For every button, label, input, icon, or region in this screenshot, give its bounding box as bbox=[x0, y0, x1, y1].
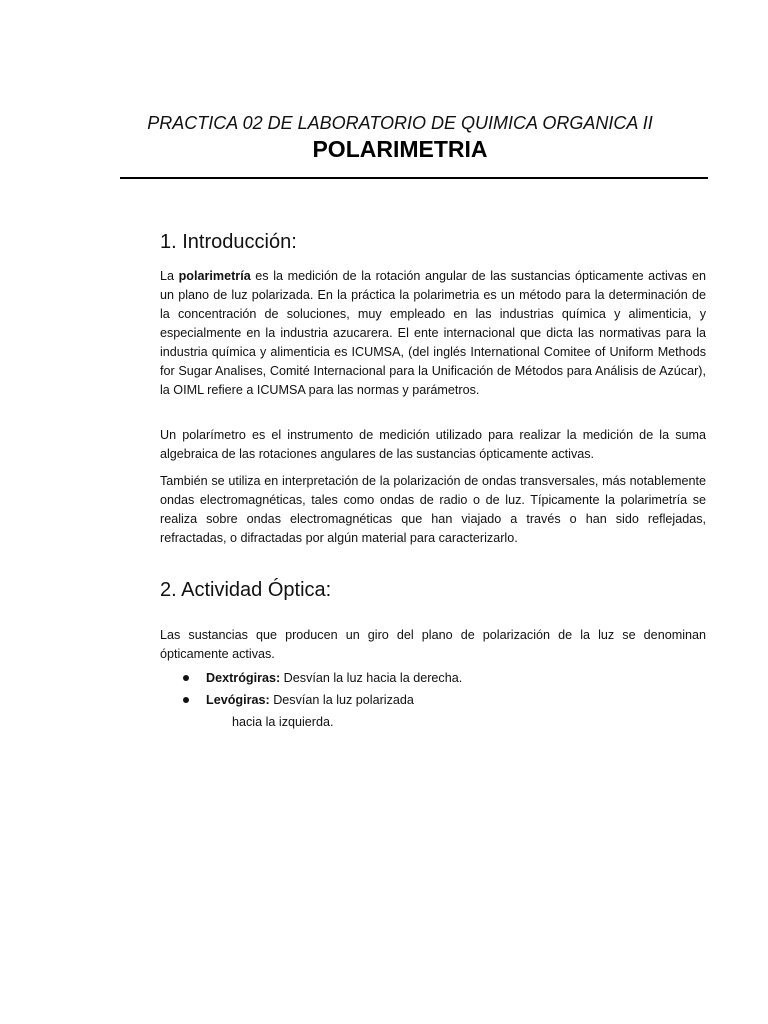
p2-text: Un polarímetro es el instrumento de medición utilizado para realizar la medición de la suma algebraica de las rotaciones angulares de las sustancias ópticamente activas. bbox=[160, 428, 706, 461]
list-item bbox=[180, 667, 700, 689]
p1-bold-term: polarimetría bbox=[178, 269, 251, 283]
optica-intro-paragraph bbox=[160, 626, 706, 664]
title-divider bbox=[120, 177, 708, 179]
intro-paragraph-3 bbox=[160, 472, 706, 548]
bullet-icon bbox=[183, 675, 189, 681]
section-heading-introduccion: 1. Introducción: bbox=[160, 231, 297, 253]
bullet-text: Desvían la luz polarizada bbox=[269, 693, 414, 707]
optica-bullet-list bbox=[180, 667, 700, 733]
intro-paragraph-2 bbox=[160, 426, 706, 464]
p3-text: También se utiliza en interpretación de la polarización de ondas transversales, más notablemente ondas electromagnéticas, tales como ondas de radio o de luz. Típicamente la polarimetría se realiza sobre ondas electromagnéticas que han viajado a través o han sido reflejadas, refractadas, o difractadas por algún material para caracterizarlo. bbox=[160, 474, 706, 545]
optica-intro-text: Las sustancias que producen un giro del plano de polarización de la luz se denominan ópticamente activas. bbox=[160, 628, 706, 661]
bullet-continuation: hacia la izquierda. bbox=[232, 715, 334, 729]
p1-rest: es la medición de la rotación angular de las sustancias ópticamente activas en un plano de luz polarizada. En la práctica la polarimetria es un método para la determinación de la concentración de soluciones, muy empleado en las industrias química y alimenticia, y especialmente en la industria azucarera. El ente internacional que dicta las normativas para la industria química y alimenticia es ICUMSA, (del inglés International Comitee of Uniform Methods for Sugar Analises, Comité Internacional para la Unificación de Métodos para Análisis de Azúcar), la OIML refiere a ICUMSA para las normas y parámetros. bbox=[160, 269, 706, 397]
bullet-term: Dextrógiras: bbox=[206, 671, 281, 685]
section-heading-actividad-optica: 2. Actividad Óptica: bbox=[160, 579, 332, 601]
bullet-term: Levógiras: bbox=[206, 693, 270, 707]
document-title: POLARIMETRIA bbox=[312, 136, 488, 162]
list-item bbox=[180, 689, 700, 733]
bullet-icon bbox=[183, 697, 189, 703]
document-subtitle: PRACTICA 02 DE LABORATORIO DE QUIMICA ORGANICA II bbox=[147, 113, 653, 133]
bullet-text: Desvían la luz hacia la derecha. bbox=[280, 671, 463, 685]
intro-paragraph-1 bbox=[160, 267, 706, 400]
p1-prefix: La bbox=[160, 269, 179, 283]
